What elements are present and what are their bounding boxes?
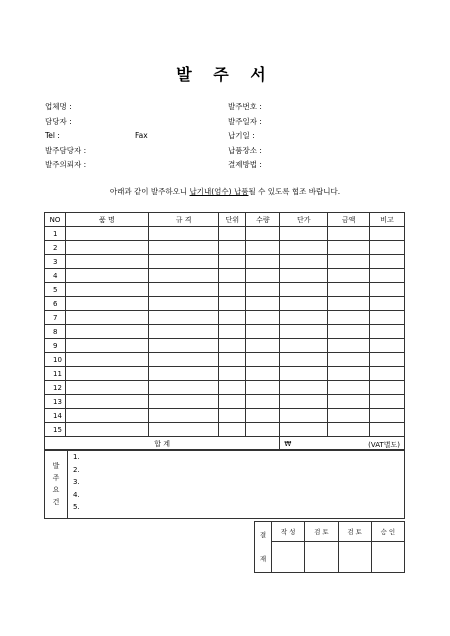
condition-line: 3.: [73, 478, 80, 486]
condition-line: 5.: [73, 503, 80, 511]
table-cell[interactable]: [370, 255, 405, 269]
conditions-label: 발 주 요 건: [45, 450, 68, 519]
approval-sign-cell[interactable]: [272, 542, 305, 573]
document-title: 발 주 서: [176, 65, 274, 84]
table-cell[interactable]: [280, 241, 328, 255]
table-cell[interactable]: [148, 241, 219, 255]
table-cell[interactable]: [328, 297, 370, 311]
table-cell[interactable]: [246, 227, 280, 241]
table-row: [45, 269, 405, 283]
header-item-name: 품 명: [65, 213, 148, 227]
table-cell[interactable]: [246, 353, 280, 367]
order-manager-field[interactable]: [45, 144, 225, 159]
notice-underlined: 납기내(엄수) 납품: [189, 187, 249, 196]
notice-text: 아래과 같이 발주하오니 납기내(엄수) 납품될 수 있도록 협조 바랍니다.: [109, 187, 341, 196]
table-cell[interactable]: [65, 297, 148, 311]
table-cell[interactable]: [246, 297, 280, 311]
condition-line: 1.: [73, 453, 80, 461]
order-number-field[interactable]: [228, 100, 408, 115]
approval-sign-cell[interactable]: [338, 542, 371, 573]
phone-fax-field[interactable]: [45, 129, 225, 144]
row-number: 6: [45, 297, 66, 311]
order-conditions-table: [44, 449, 405, 519]
table-row: [45, 381, 405, 395]
conditions-lines[interactable]: [68, 450, 405, 519]
table-cell[interactable]: [370, 283, 405, 297]
condition-line: 2.: [73, 465, 80, 474]
order-manager-label: 발주담당자 :: [45, 145, 87, 155]
row-number: 15: [45, 423, 66, 437]
table-cell[interactable]: [370, 423, 405, 437]
table-cell[interactable]: [328, 241, 370, 255]
table-cell[interactable]: [280, 367, 328, 381]
table-cell[interactable]: [280, 227, 328, 241]
table-row: [45, 241, 405, 255]
table-row: [45, 325, 405, 339]
table-cell[interactable]: [246, 325, 280, 339]
table-row: [45, 283, 405, 297]
table-cell[interactable]: [219, 339, 246, 353]
vat-note: (VAT별도): [368, 440, 400, 449]
table-cell[interactable]: [148, 339, 219, 353]
due-date-label: 납기일 :: [228, 131, 255, 140]
condition-line: 4.: [73, 490, 80, 499]
table-cell[interactable]: [65, 395, 148, 409]
table-cell[interactable]: [219, 395, 246, 409]
supplier-info: [45, 100, 225, 173]
company-name-label: 업체명 :: [45, 102, 72, 111]
table-cell[interactable]: [65, 255, 148, 269]
row-number: 11: [45, 367, 66, 381]
row-number: 3: [45, 255, 66, 269]
header-amount: 금액: [328, 213, 370, 227]
tel-label: Tel :: [45, 131, 60, 140]
table-cell[interactable]: [328, 227, 370, 241]
table-cell[interactable]: [328, 311, 370, 325]
table-cell[interactable]: [280, 283, 328, 297]
header-unit: 단위: [219, 213, 246, 227]
table-cell[interactable]: [246, 409, 280, 423]
row-number: 9: [45, 339, 66, 353]
table-cell[interactable]: [219, 409, 246, 423]
table-cell[interactable]: [328, 367, 370, 381]
table-row: [45, 423, 405, 437]
row-number: 2: [45, 241, 66, 255]
table-cell[interactable]: [370, 269, 405, 283]
table-cell[interactable]: [219, 353, 246, 367]
table-cell[interactable]: [65, 367, 148, 381]
approval-header-write: 작 성: [272, 522, 305, 542]
table-cell[interactable]: [65, 409, 148, 423]
table-cell[interactable]: [370, 353, 405, 367]
table-cell[interactable]: [370, 241, 405, 255]
table-cell[interactable]: [219, 283, 246, 297]
table-cell[interactable]: [148, 297, 219, 311]
table-cell[interactable]: [328, 255, 370, 269]
table-cell[interactable]: [65, 311, 148, 325]
table-cell[interactable]: [280, 325, 328, 339]
table-header-row: [45, 213, 405, 227]
row-number: 12: [45, 381, 66, 395]
table-cell[interactable]: [280, 423, 328, 437]
order-items-table: [44, 212, 405, 451]
currency-symbol: ₩: [284, 439, 292, 448]
table-cell[interactable]: [148, 311, 219, 325]
table-cell[interactable]: [280, 311, 328, 325]
header-quantity: 수량: [246, 213, 280, 227]
table-cell[interactable]: [219, 255, 246, 269]
table-cell[interactable]: [65, 423, 148, 437]
payment-method-label: 결제방법 :: [228, 160, 262, 169]
table-cell[interactable]: [246, 255, 280, 269]
approval-sign-cell[interactable]: [305, 542, 338, 573]
order-date-field[interactable]: [228, 115, 408, 130]
table-cell[interactable]: [148, 353, 219, 367]
approval-label: 결 재: [255, 522, 272, 573]
table-cell[interactable]: [370, 311, 405, 325]
approval-sign-cell[interactable]: [371, 542, 404, 573]
table-cell[interactable]: [65, 325, 148, 339]
table-cell[interactable]: [328, 381, 370, 395]
approval-table: [254, 521, 405, 573]
table-cell[interactable]: [246, 311, 280, 325]
table-cell[interactable]: [148, 395, 219, 409]
table-cell[interactable]: [280, 381, 328, 395]
table-cell[interactable]: [219, 297, 246, 311]
table-cell[interactable]: [246, 423, 280, 437]
table-cell[interactable]: [148, 325, 219, 339]
table-row: [45, 227, 405, 241]
table-cell[interactable]: [370, 297, 405, 311]
table-cell[interactable]: [65, 227, 148, 241]
table-cell[interactable]: [246, 241, 280, 255]
table-cell[interactable]: [328, 353, 370, 367]
table-cell[interactable]: [148, 227, 219, 241]
delivery-place-label: 납품장소 :: [228, 145, 262, 155]
table-cell[interactable]: [148, 381, 219, 395]
table-cell[interactable]: [65, 269, 148, 283]
table-cell[interactable]: [148, 423, 219, 437]
table-cell[interactable]: [246, 339, 280, 353]
table-cell[interactable]: [280, 409, 328, 423]
table-cell[interactable]: [328, 325, 370, 339]
table-cell[interactable]: [370, 367, 405, 381]
row-number: 1: [45, 227, 66, 241]
table-cell[interactable]: [246, 269, 280, 283]
table-cell[interactable]: [148, 283, 219, 297]
table-cell[interactable]: [280, 269, 328, 283]
table-cell[interactable]: [328, 395, 370, 409]
row-number: 13: [45, 395, 66, 409]
header-unit-price: 단가: [280, 213, 328, 227]
due-date-field[interactable]: [228, 129, 408, 144]
table-cell[interactable]: [280, 297, 328, 311]
table-cell[interactable]: [65, 381, 148, 395]
table-cell[interactable]: [246, 395, 280, 409]
table-cell[interactable]: [370, 395, 405, 409]
header-no: NO: [45, 213, 66, 227]
contact-person-label: 담당자 :: [45, 116, 72, 126]
table-cell[interactable]: [246, 367, 280, 381]
table-cell[interactable]: [148, 255, 219, 269]
order-info: [228, 100, 408, 173]
company-name-field[interactable]: [45, 100, 225, 115]
table-cell[interactable]: [246, 283, 280, 297]
table-cell[interactable]: [148, 409, 219, 423]
table-cell[interactable]: [280, 353, 328, 367]
table-cell[interactable]: [219, 367, 246, 381]
order-requester-label: 발주의뢰자 :: [45, 160, 87, 169]
table-cell[interactable]: [370, 325, 405, 339]
approval-header-review-1: 검 토: [305, 522, 338, 542]
table-cell[interactable]: [219, 227, 246, 241]
table-cell[interactable]: [370, 381, 405, 395]
table-cell[interactable]: [280, 395, 328, 409]
row-number: 14: [45, 409, 66, 423]
order-requester-field[interactable]: [45, 158, 225, 173]
total-label: 합 계: [45, 437, 280, 451]
table-cell[interactable]: [280, 339, 328, 353]
table-row: [45, 255, 405, 269]
table-cell[interactable]: [328, 283, 370, 297]
table-cell[interactable]: [219, 423, 246, 437]
table-cell[interactable]: [219, 325, 246, 339]
table-cell[interactable]: [65, 353, 148, 367]
delivery-place-field[interactable]: [228, 144, 408, 159]
header-spec: 규 격: [148, 213, 219, 227]
table-row: [45, 367, 405, 381]
table-cell[interactable]: [328, 339, 370, 353]
table-cell[interactable]: [65, 283, 148, 297]
row-number: 4: [45, 269, 66, 283]
table-cell[interactable]: [219, 241, 246, 255]
payment-method-field[interactable]: [228, 158, 408, 173]
table-cell[interactable]: [246, 381, 280, 395]
table-cell[interactable]: [148, 367, 219, 381]
table-cell[interactable]: [148, 269, 219, 283]
order-date-label: 발주일자 :: [228, 116, 262, 126]
table-cell[interactable]: [328, 423, 370, 437]
table-cell[interactable]: [219, 311, 246, 325]
table-cell[interactable]: [370, 227, 405, 241]
table-cell[interactable]: [219, 381, 246, 395]
table-cell[interactable]: [65, 241, 148, 255]
fax-label: Fax: [135, 131, 148, 140]
contact-person-field[interactable]: [45, 115, 225, 130]
table-cell[interactable]: [280, 255, 328, 269]
approval-header-review-2: 검 토: [338, 522, 371, 542]
row-number: 10: [45, 353, 66, 367]
table-row: [45, 409, 405, 423]
table-cell[interactable]: [370, 339, 405, 353]
table-row: [45, 395, 405, 409]
approval-header-approve: 승 인: [371, 522, 404, 542]
order-number-label: 발주번호 :: [228, 102, 262, 111]
row-number: 8: [45, 325, 66, 339]
table-cell[interactable]: [219, 269, 246, 283]
table-cell[interactable]: [328, 269, 370, 283]
row-number: 7: [45, 311, 66, 325]
header-remarks: 비고: [370, 213, 405, 227]
table-cell[interactable]: [65, 339, 148, 353]
table-row: [45, 339, 405, 353]
table-row: [45, 297, 405, 311]
table-cell[interactable]: [370, 409, 405, 423]
table-cell[interactable]: [328, 409, 370, 423]
table-row: [45, 353, 405, 367]
table-row: [45, 311, 405, 325]
row-number: 5: [45, 283, 66, 297]
